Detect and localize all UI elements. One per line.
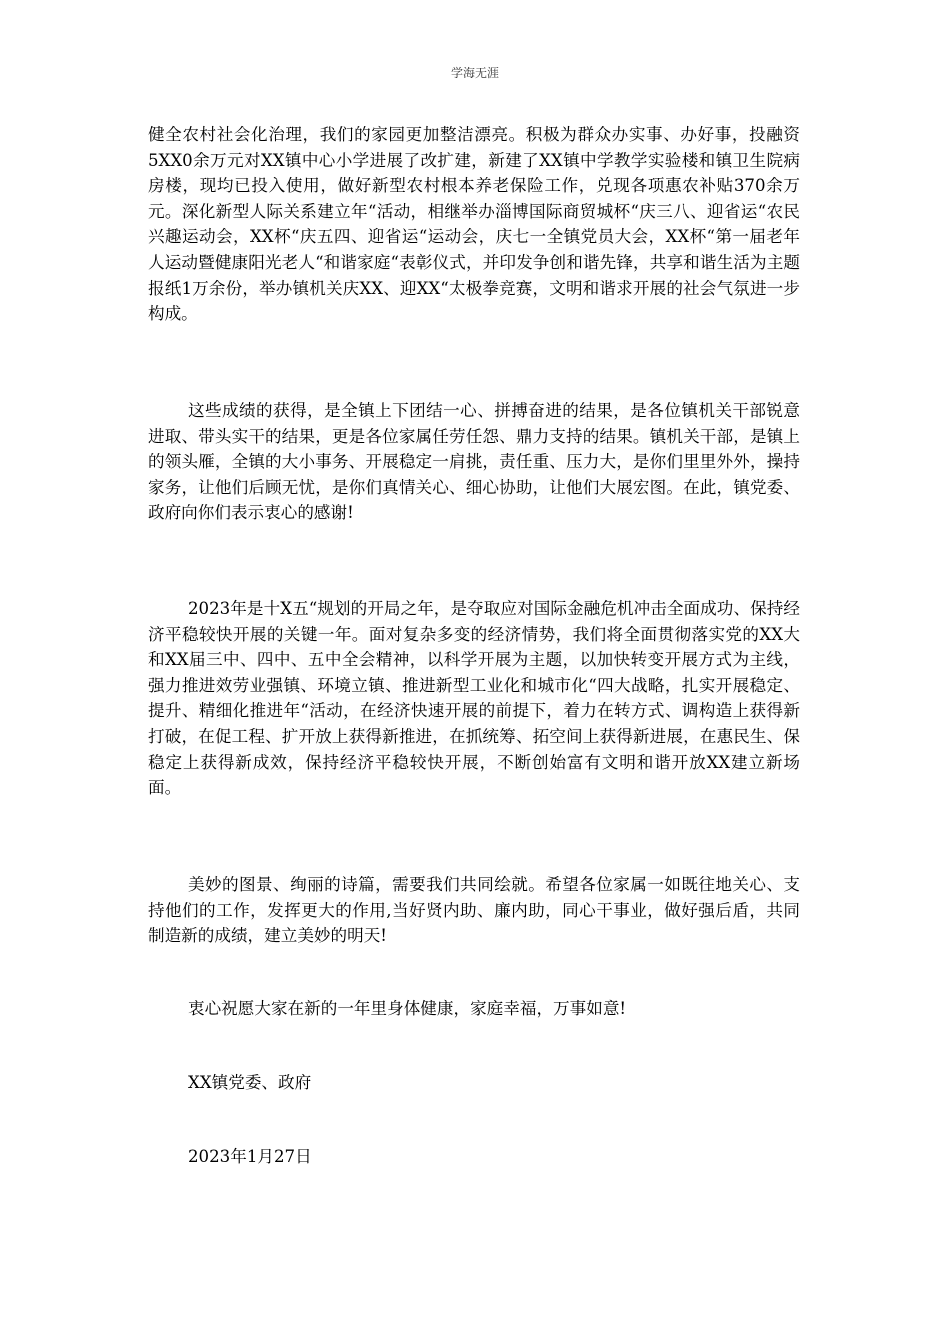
signature-date: 2023年1月27日 xyxy=(188,1147,312,1166)
paragraph-hope: 美妙的图景、绚丽的诗篇，需要我们共同绘就。希望各位家属一如既往地关心、支持他们的工作，发挥更大的作用,当好贤内助、廉内助，同心干事业，做好强后盾，共同制造新的成绩，建立美妙的明天! xyxy=(148,875,800,946)
paragraph-achievements: 健全农村社会化治理，我们的家园更加整洁漂亮。积极为群众办实事、办好事，投融资5XX0余万元对XX镇中心小学进展了改扩建，新建了XX镇中学教学实验楼和镇卫生院病房楼，现均已投入使用，做好新型农村根本养老保险工作，兑现各项惠农补贴370余万元。深化新型人际关系建立年“活动，相继举办淄博国际商贸城杯“庆三八、迎省运“农民兴趣运动会，XX杯“庆五四、迎省运“运动会，庆七一全镇党员大会，XX杯“第一届老年人运动暨健康阳光老人“和谐家庭“表彰仪式，并印发争创和谐先锋，共享和谐生活为主题报纸1万余份，举办镇机关庆XX、迎XX“太极拳竞赛，文明和谐求开展的社会气氛进一步构成。 xyxy=(148,125,800,324)
page-header: 学海无涯 xyxy=(450,66,499,80)
paragraph-wishes: 衷心祝愿大家在新的一年里身体健康，家庭幸福，万事如意! xyxy=(188,999,627,1018)
signature-organization: XX镇党委、政府 xyxy=(188,1073,312,1092)
paragraph-plan-2023: 2023年是十X五“规划的开局之年，是夺取应对国际金融危机冲击全面成功、保持经济平稳较快开展的关键一年。面对复杂多变的经济情势，我们将全面贯彻落实党的XX大和XX届三中、四中、五中全会精神，以科学开展为主题，以加快转变开展方式为主线，强力推进效劳业强镇、环境立镇、推进新型工业化和城市化“四大战略，扎实开展稳定、提升、精细化推进年“活动，在经济快速开展的前提下，着力在转方式、调构造上获得新打破，在促工程、扩开放上获得新推进，在抓统筹、拓空间上获得新进展，在惠民生、保稳定上获得新成效，保持经济平稳较快开展，不断创始富有文明和谐开放XX建立新场面。 xyxy=(148,599,800,798)
paragraph-thanks: 这些成绩的获得，是全镇上下团结一心、拼搏奋进的结果，是各位镇机关干部锐意进取、带头实干的结果，更是各位家属任劳任怨、鼎力支持的结果。镇机关干部，是镇上的领头雁，全镇的大小事务、开展稳定一肩挑，责任重、压力大，是你们里里外外，操持家务，让他们后顾无忧，是你们真情关心、细心协助，让他们大展宏图。在此，镇党委、政府向你们表示衷心的感谢! xyxy=(148,401,800,523)
